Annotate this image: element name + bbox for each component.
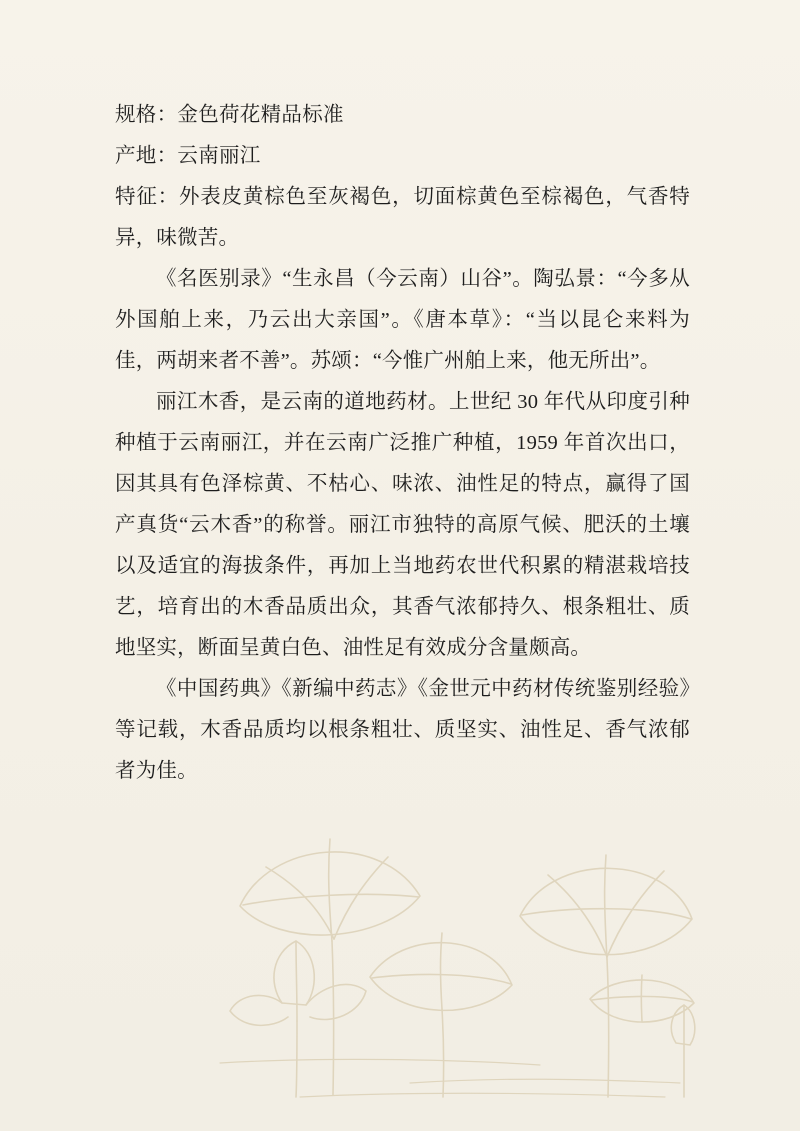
spec-line-origin: 产地：云南丽江 <box>115 145 261 167</box>
paragraph-pharmacopoeia: 《中国药典》《新编中药志》《金世元中药材传统鉴别经验》等记载，木香品质均以根条粗壮、质坚实、油性足、香气浓郁者为佳。 <box>115 678 690 782</box>
paragraph-lijiang-costus: 丽江木香，是云南的道地药材。上世纪 30 年代从印度引种种植于云南丽江，并在云南广泛推广种植，1959 年首次出口，因其具有色泽棕黄、不枯心、味浓、油性足的特点，赢得了国产真货“云木香”的称誉。丽江市独特的高原气候、肥沃的土壤以及适宜的海拔条件，再加上当地药农世代积累的精湛栽培技艺，培育出的木香品质出众，其香气浓郁持久、根条粗壮、质地坚实，断面呈黄白色、油性足有效成分含量颇高。 <box>115 391 690 659</box>
spec-line-characteristics: 特征：外表皮黄棕色至灰褐色，切面棕黄色至棕褐色，气香特异，味微苦。 <box>115 186 690 249</box>
spec-line-grade: 规格：金色荷花精品标准 <box>115 104 344 126</box>
paragraph-classical-records: 《名医别录》“生永昌（今云南）山谷”。陶弘景：“今多从外国舶上来，乃云出大亲国”。《唐本草》：“当以昆仑来料为佳，两胡来者不善”。苏颂：“今惟广州舶上来，他无所出”。 <box>115 268 690 372</box>
document-body <box>115 95 690 792</box>
